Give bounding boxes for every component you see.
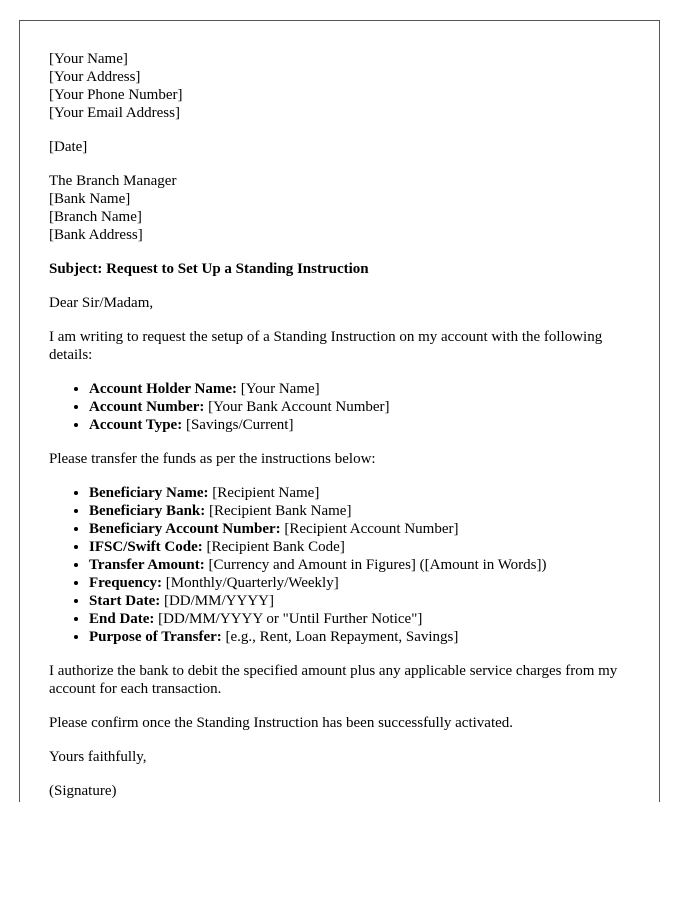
detail-value: [Recipient Bank Code] [202, 539, 345, 555]
detail-value: [DD/MM/YYYY] [160, 593, 274, 609]
detail-label: Transfer Amount: [89, 557, 205, 573]
list-item [89, 556, 649, 574]
detail-value: [DD/MM/YYYY or "Until Further Notice"] [154, 611, 423, 627]
confirmation-paragraph: Please confirm once the Standing Instruction has been successfully activated. [49, 715, 514, 731]
detail-value: [Recipient Bank Name] [205, 503, 352, 519]
salutation: Dear Sir/Madam, [49, 295, 154, 311]
list-item [89, 592, 649, 610]
detail-value: [Your Name] [237, 381, 320, 397]
authorization-paragraph: I authorize the bank to debit the specified amount plus any applicable service charges from my account for each transaction. [49, 663, 618, 697]
detail-value: [Recipient Name] [208, 485, 320, 501]
detail-value: [Currency and Amount in Figures] ([Amount in Words]) [204, 557, 547, 573]
sender-block [49, 50, 649, 122]
recipient-block [49, 172, 649, 244]
detail-label: Frequency: [89, 575, 163, 591]
detail-label: End Date: [89, 611, 155, 627]
letter-content [49, 50, 649, 816]
detail-value: [Savings/Current] [182, 417, 294, 433]
detail-label: Account Type: [89, 417, 183, 433]
sender-email: [Your Email Address] [49, 105, 180, 121]
recipient-branch-name: [Branch Name] [49, 209, 142, 225]
list-item [89, 380, 649, 398]
transfer-details-list [49, 484, 649, 646]
detail-label: Beneficiary Bank: [89, 503, 206, 519]
detail-value: [e.g., Rent, Loan Repayment, Savings] [221, 629, 459, 645]
account-details-list [49, 380, 649, 434]
list-item [89, 398, 649, 416]
sender-name: [Your Name] [49, 51, 128, 67]
list-item [89, 484, 649, 502]
detail-label: Beneficiary Account Number: [89, 521, 281, 537]
detail-value: [Recipient Account Number] [280, 521, 459, 537]
list-item [89, 610, 649, 628]
recipient-bank-address: [Bank Address] [49, 227, 143, 243]
signature: (Signature) [49, 783, 117, 799]
list-item [89, 574, 649, 592]
letter-page [19, 20, 660, 802]
detail-label: Purpose of Transfer: [89, 629, 222, 645]
list-item [89, 538, 649, 556]
letter-subject: Subject: Request to Set Up a Standing Instruction [49, 261, 369, 277]
detail-label: Start Date: [89, 593, 161, 609]
recipient-bank-name: [Bank Name] [49, 191, 131, 207]
sender-address: [Your Address] [49, 69, 141, 85]
transfer-intro: Please transfer the funds as per the instructions below: [49, 451, 376, 467]
sender-phone: [Your Phone Number] [49, 87, 183, 103]
detail-value: [Your Bank Account Number] [204, 399, 390, 415]
intro-paragraph: I am writing to request the setup of a Standing Instruction on my account with the following details: [49, 329, 603, 363]
detail-label: IFSC/Swift Code: [89, 539, 203, 555]
recipient-title: The Branch Manager [49, 173, 177, 189]
list-item [89, 520, 649, 538]
detail-value: [Monthly/Quarterly/Weekly] [162, 575, 339, 591]
closing: Yours faithfully, [49, 749, 147, 765]
detail-label: Account Holder Name: [89, 381, 238, 397]
list-item [89, 502, 649, 520]
detail-label: Account Number: [89, 399, 205, 415]
list-item [89, 628, 649, 646]
list-item [89, 416, 649, 434]
letter-date: [Date] [49, 139, 88, 155]
detail-label: Beneficiary Name: [89, 485, 209, 501]
